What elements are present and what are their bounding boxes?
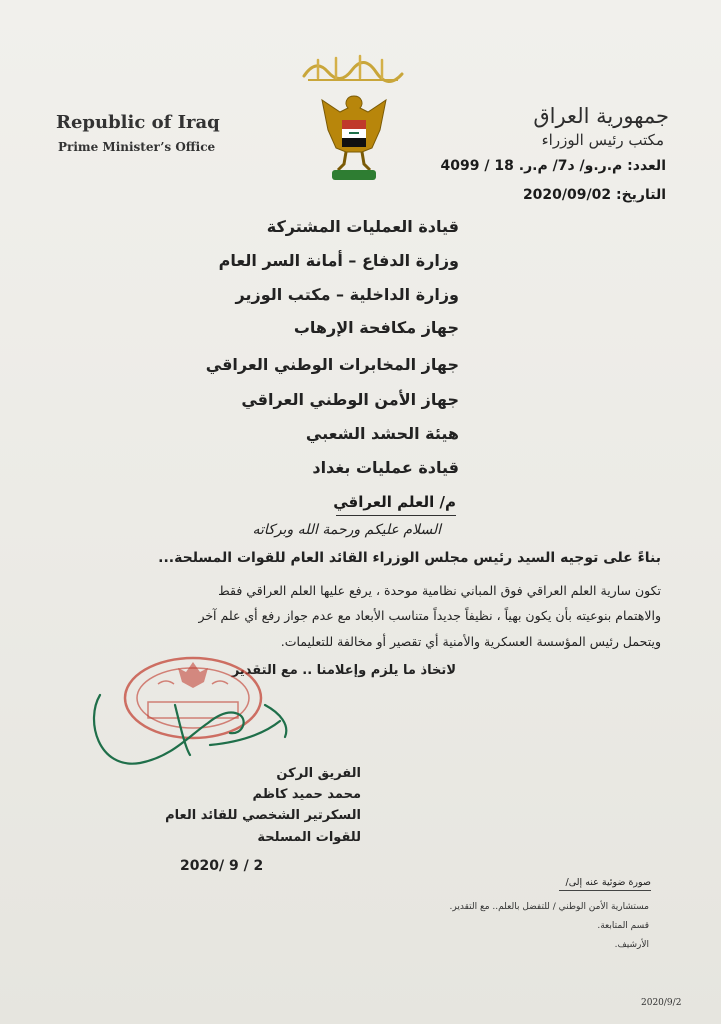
recipient-7: هيئة الحشد الشعبي (305, 424, 459, 443)
recipient-5: جهاز المخابرات الوطني العراقي (205, 355, 459, 374)
recipient-3: وزارة الداخلية – مكتب الوزير (235, 285, 459, 304)
closing-line: لاتخاذ ما يلزم وإعلامنا .. مع التقدير (231, 663, 456, 678)
recipient-4: جهاز مكافحة الإرهاب (293, 318, 459, 337)
signatory-title-2: للقوات المسلحة (257, 830, 361, 845)
body-intro: بناءً على توجيه السيد رئيس مجلس الوزراء القائد العام للقوات المسلحة... (158, 550, 661, 566)
body-line-1: تكون سارية العلم العراقي فوق المباني نظامية موحدة ، يرفع عليها العلم العراقي فقط (218, 583, 661, 598)
signatory-title-1: السكرتير الشخصي للقائد العام (165, 808, 361, 823)
english-subtitle: Prime Minister’s Office (58, 140, 216, 154)
recipient-1: قيادة العمليات المشتركة (266, 217, 459, 236)
signatory-name: محمد حميد كاظم (252, 787, 361, 802)
signature-date: 2020/ 9 / 2 (180, 858, 264, 874)
recipient-2: وزارة الدفاع – أمانة السر العام (218, 251, 459, 270)
cc-item-3: الأرشيف. (614, 940, 649, 950)
calligraphy-mark-icon (298, 50, 408, 84)
document-date: التاريخ: 2020/09/02 (522, 187, 666, 203)
subject-underline (336, 515, 456, 516)
footer-date: 2020/9/2 (641, 998, 682, 1008)
cc-item-1: مستشارية الأمن الوطني / للتفضل بالعلم.. مع التقدير. (449, 902, 649, 912)
subject-line: م/ العلم العراقي (333, 493, 456, 511)
recipient-6: جهاز الأمن الوطني العراقي (241, 390, 459, 409)
iraq-eagle-emblem-icon (316, 90, 392, 194)
recipient-8: قيادة عمليات بغداد (312, 458, 459, 477)
cc-item-2: قسم المتابعة. (597, 921, 649, 931)
reference-number: العدد: م.ر.و/ د7/ م.ر. 18 / 4099 (440, 158, 666, 174)
signatory-rank: الفريق الركن (276, 766, 361, 781)
cc-heading-underline (559, 890, 651, 891)
arabic-title: جمهورية العراق (533, 104, 669, 128)
english-title: Republic of Iraq (56, 112, 220, 133)
body-line-2: والاهتمام بنوعيته بأن يكون بهياً ، نظيفاً جديداً متناسب الأبعاد مع عدم جواز رفع أي علم آخر (198, 608, 661, 623)
body-line-3: ويتحمل رئيس المؤسسة العسكرية والأمنية أي تقصير أو مخالفة للتعليمات. (280, 634, 661, 649)
cc-heading: صورة ضوئية عنه إلى/ (565, 877, 651, 888)
arabic-subtitle: مكتب رئيس الوزراء (541, 131, 664, 149)
greeting: السلام عليكم ورحمة الله وبركاته (252, 522, 441, 538)
